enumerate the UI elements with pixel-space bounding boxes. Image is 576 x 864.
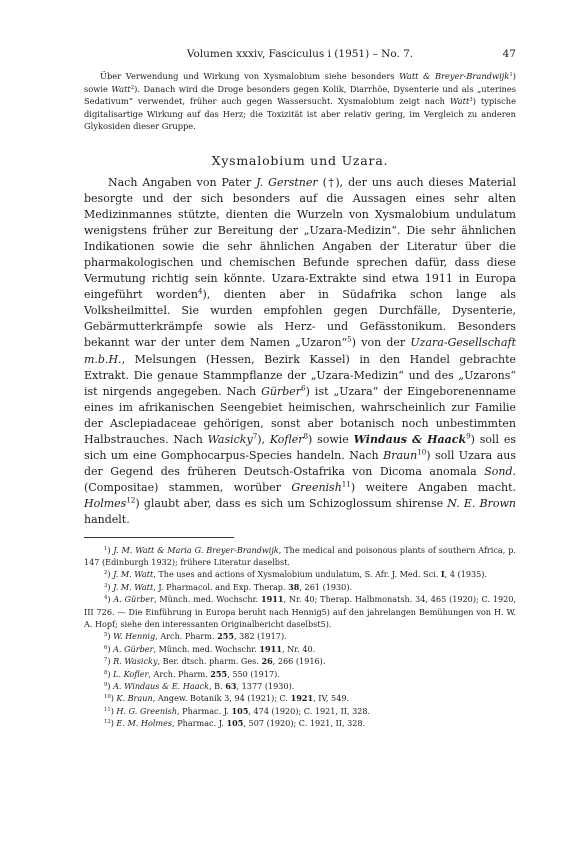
footnote-text: , 550 (1917). (227, 668, 280, 679)
body-text-segment: ) soll Uzara aus der Gegend des früheren Deutsch-Ostafrika von Dicoma anomala (84, 449, 516, 479)
body-text-segment: Nach Angaben von Pater (108, 175, 257, 189)
footnote-text: , Angew. Botanik 3, 94 (1921); C. (152, 693, 291, 704)
footnote-text: , The uses and actions of Xysmalobium undulatum, S. Afr. J. Med. Sci. (153, 569, 441, 580)
footnote-text: , 474 (1920); C. 1921, II, 328. (248, 705, 371, 716)
author-name: Kofler (269, 433, 304, 446)
author-name: Watt & Breyer-Brandwijk (399, 71, 510, 81)
footnote: $^4$) A. Gürber, Münch. med. Wochschr. 1911, Nr. 40; Therap. Halbmonatsh. 34, 465 (1920); C. 1920, III 726. — Die Einführung in Europa beruht nach Hennig5) auf den jahrelangen Bemühungen von H. W. A. Hopf; siehe den interessanten Originalbericht daselbst5). (84, 594, 517, 629)
body-text-segment: ), (257, 433, 270, 446)
footnote-ref: 8 (303, 431, 309, 441)
running-head (84, 46, 516, 62)
footnote-author: J. M. Watt (113, 569, 154, 580)
footnote-text: , Nr. 40. (281, 643, 316, 654)
body-text-segment: ) weitere Angaben macht. (350, 481, 516, 495)
author-name: Watt (111, 83, 131, 94)
footnote-ref: 2 (130, 84, 135, 91)
footnote-number: 10 (104, 694, 111, 701)
footnote-volume: 1911 (260, 594, 284, 605)
footnote-text: , Pharmac. J. (177, 705, 232, 716)
body-text-segment: ), dienten aber in Südafrika schon lange als Volksheilmittel. Sie wurden empfohlen gegen Durchfälle, Dysenterie, Gebärmutterkrämpfe sowie als Herz- und Gefässtonikum. Besonders bekannt war der unter dem Namen „Uzaron“ (84, 288, 516, 350)
footnote-ref: 10 (417, 447, 427, 457)
page-number: 47 (502, 48, 516, 60)
footnote-volume: 105 (226, 718, 244, 729)
footnote-number: 2 (104, 570, 108, 577)
footnote-volume: 1921 (290, 693, 314, 704)
footnote-ref: 3 (469, 96, 473, 103)
footnote-volume: 1911 (259, 643, 282, 654)
footnote-text: , The medical and poisonous plants of southern Africa, p. 147 (Edinburgh 1932); frühere Literatur daselbst. (84, 544, 516, 567)
body-text-segment: ) soll es sich um eine Gomphocarpus-Species handeln. Nach (84, 433, 516, 463)
footnote-author: R. Wasicky (113, 656, 158, 667)
footnote-author: J. M. Watt & Maria G. Breyer-Brandwijk (113, 544, 279, 555)
footnote-author: L. Kofler (113, 668, 149, 679)
footnote: $^2$) J. M. Watt, The uses and actions of Xysmalobium undulatum, S. Afr. J. Med. Sci. I, 4 (1935). (104, 569, 488, 580)
footnote: $^1$) J. M. Watt & Maria G. Breyer-Brandwijk, The medical and poisonous plants of southern Africa, p. 147 (Edinburgh 1932); frühere Literatur daselbst. (84, 544, 516, 567)
footnote-text: , 382 (1917). (234, 631, 287, 642)
author-name: Windaus & Haack (353, 433, 467, 446)
body-text-segment: ) von der (351, 336, 411, 350)
footnote-ref: 11 (341, 480, 351, 489)
footnote: $^6$) A. Gürber, Münch. med. Wochschr. 1911, Nr. 40. (104, 643, 316, 654)
footnote-ref: 1 (509, 71, 513, 78)
footnote-ref: 12 (126, 496, 136, 506)
footnote-author: W. Hennig (113, 631, 156, 642)
main-text (84, 175, 516, 529)
footnote-ref: 4 (197, 286, 203, 296)
author-name: Sond. (484, 465, 516, 479)
footnote-ref: 6 (301, 383, 306, 393)
author-name: Braun (383, 449, 418, 463)
footnote-text: , 261 (1930). (299, 581, 353, 592)
footnote-number: 1 (104, 545, 108, 552)
footnote-text: , Nr. 40; Therap. Halbmonatsh. 34, 465 (1920); C. 1920, III 726. — Die Einführung in Europa beruht nach Hennig5) auf den jahrelangen Bemühungen von H. W. A. Hopf; siehe den interessanten Originalbericht daselbst5). (84, 594, 517, 629)
intro-text-segment: ). Danach wird die Droge besonders gegen Kolik, Diarrhöe, Dysenterie und als „uterines Sedativum“ verwendet, früher auch gegen Wassersucht. Xysmalobium zeigt nach (84, 83, 516, 106)
body-text-segment: ) ist „Uzara“ der Eingeborenenname eines im afrikanischen Seengebiet heimischen, wahrscheinlich zur Familie der Asclepiadaceae gehörigen, sonst aber botanisch noch unbestimmten Halbstrauches. Nach (84, 384, 516, 446)
footnote-volume: 63 (225, 681, 237, 692)
body-text-segment: (†), der uns auch dieses Material besorgte und der sich besonders auf die Aussagen eines sehr alten Medizinmannes stützte, dienten die Wurzeln von Xysmalobium undulatum wenigstens früher zur Bereitung der „Uzara-Medizin“. Die sehr ähnlichen Indikationen sowie die sehr ähnlichen Angaben der Literatur über die pharmakologischen und chemischen Befunde sprechen dafür, dass diese Vermutung richtig sein könnte. Uzara-Extrakte sind etwa 1911 in Europa eingeführt worden (84, 175, 516, 302)
footnote-divider (84, 537, 234, 538)
footnote-volume: 38 (288, 581, 300, 592)
intro-text-segment: Über Verwendung und Wirkung von Xysmalobium siehe besonders (100, 71, 400, 81)
body-text-segment: ) glaubt aber, dass es sich um Schizoglossum shirense (135, 497, 448, 511)
footnote: $^3$) J. M. Watt, J. Pharmacol. and Exp. Therap. 38, 261 (1930). (104, 581, 353, 592)
author-name: Holmes (84, 497, 127, 511)
footnote: $^7$) R. Wasicky, Ber. dtsch. pharm. Ges. 26, 266 (1916). (104, 656, 326, 667)
footnote-text: , Ber. dtsch. pharm. Ges. (157, 656, 262, 667)
footnote-author: A. Gürber (113, 594, 154, 605)
footnotes (84, 544, 516, 730)
company-name: Uzara-Gesellschaft m.b.H. (84, 336, 516, 366)
author-name: Gürber (261, 384, 302, 398)
footnote-text: , Münch. med. Wochschr. (153, 594, 261, 605)
body-text-segment: , Melsungen (Hessen, Bezirk Kassel) in den Handel gebrachte Extrakt. Die genaue Stammpflanze der „Uzara-Medizin“ und des „Uzarons“ ist nirgends angegeben. Nach (84, 352, 516, 398)
footnote: $^{10}$) K. Braun, Angew. Botanik 3, 94 (1921); C. 1921, IV, 549. (104, 693, 350, 704)
footnote-number: 6 (104, 644, 108, 651)
footnote-author: A. Gürber (113, 643, 154, 654)
body-text-segment: handelt. (84, 513, 130, 527)
footnote-volume: 255 (217, 631, 235, 642)
author-name: Greenish (291, 481, 342, 495)
body-text-segment: (Compositae) stammen, worüber (84, 481, 292, 495)
footnote-author: A. Windaus & E. Haack (113, 681, 209, 692)
footnote-number: 7 (104, 657, 108, 664)
footnote-number: 8 (104, 669, 108, 676)
footnote-text: , 507 (1920); C. 1921, II, 328. (243, 718, 366, 729)
footnote-text: , B. (208, 681, 226, 692)
footnote-text: , 266 (1916). (272, 656, 326, 667)
author-name: Watt (449, 96, 470, 106)
author-name: N. E. Brown (447, 497, 516, 511)
intro-text-segment: ) typische digitalisartige Wirkung auf das Herz; die Toxizität ist aber relativ gering, im Vergleich zu anderen Glykosiden dieser Gruppe. (84, 96, 516, 131)
footnote-text: , Arch. Pharm. (148, 668, 211, 679)
intro-paragraph (84, 70, 516, 133)
footnote-number: 11 (104, 706, 111, 713)
journal-page (84, 46, 516, 730)
footnote-number: 5 (104, 632, 108, 639)
footnote-text: , Münch. med. Wochschr. (153, 643, 260, 654)
footnote-author: H. G. Greenish (116, 705, 178, 716)
author-name: Wasicky (207, 433, 253, 446)
section-heading: Xysmalobium und Uzara. (211, 152, 389, 168)
footnote-number: 4 (104, 595, 108, 602)
footnote-number: 3 (104, 582, 108, 589)
running-head-title: Volumen xxxiv, Fasciculus i (1951) – No. 7. (186, 48, 414, 60)
footnote: $^8$) L. Kofler, Arch. Pharm. 255, 550 (1917). (104, 668, 280, 679)
footnote-volume: 26 (261, 656, 273, 667)
body-text-segment: ) sowie (308, 433, 354, 446)
footnote-text: , 1377 (1930). (236, 681, 295, 692)
footnote-number: 12 (104, 719, 111, 726)
footnote-text: , IV, 549. (313, 693, 350, 704)
footnote-ref: 7 (252, 431, 258, 441)
footnote: $^{12}$) E. M. Holmes, Pharmac. J. 105, 507 (1920); C. 1921, II, 328. (104, 718, 366, 729)
footnote-volume: 105 (231, 705, 249, 716)
footnote-author: E. M. Holmes (116, 718, 173, 729)
author-name: J. Gerstner (256, 175, 318, 189)
footnote-text: , 4 (1935). (444, 569, 488, 580)
footnote: $^5$) W. Hennig, Arch. Pharm. 255, 382 (1917). (104, 631, 287, 642)
footnote-author: J. M. Watt (113, 581, 154, 592)
main-paragraph (84, 175, 516, 529)
footnote-text: , Pharmac. J. (172, 718, 227, 729)
footnote-volume: 255 (210, 668, 228, 679)
footnote-number: 9 (104, 681, 108, 688)
footnote-text: , J. Pharmacol. and Exp. Therap. (153, 581, 289, 592)
footnote-volume: I (440, 569, 445, 580)
footnote-text: , Arch. Pharm. (155, 631, 218, 642)
footnote-author: K. Braun (116, 693, 153, 704)
footnote-ref: 5 (347, 335, 352, 345)
intro-text (84, 70, 516, 133)
footnote: $^9$) A. Windaus & E. Haack, B. 63, 1377 (1930). (104, 681, 295, 692)
footnote-ref: 9 (466, 431, 471, 441)
footnote: $^{11}$) H. G. Greenish, Pharmac. J. 105, 474 (1920); C. 1921, II, 328. (104, 705, 371, 716)
intro-text-segment: ) sowie (84, 71, 516, 94)
